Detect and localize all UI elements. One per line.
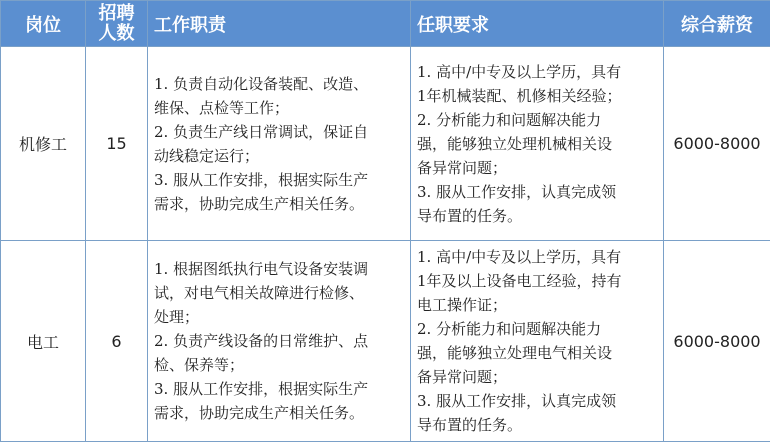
header-position: 岗位	[1, 1, 86, 47]
position-cell: 电工	[1, 241, 86, 442]
requirement-line: 备异常问题；	[417, 365, 657, 389]
requirement-line: 1. 高中/中专及以上学历，具有	[417, 60, 657, 84]
requirement-line: 导布置的任务。	[417, 204, 657, 228]
count-cell: 15	[86, 47, 148, 241]
requirement-line: 1. 高中/中专及以上学历，具有	[417, 245, 657, 269]
requirement-line: 电工操作证；	[417, 293, 657, 317]
header-salary: 综合薪资	[664, 1, 770, 47]
duty-line: 动线稳定运行；	[154, 144, 404, 168]
requirement-line: 强，能够独立处理电气相关设	[417, 341, 657, 365]
requirement-line: 2. 分析能力和问题解决能力	[417, 108, 657, 132]
duty-line: 检、保养等；	[154, 353, 404, 377]
salary-cell: 6000-8000	[664, 241, 770, 442]
requirement-line: 3. 服从工作安排，认真完成领	[417, 180, 657, 204]
requirement-line: 强，能够独立处理机械相关设	[417, 132, 657, 156]
duty-line: 1. 根据图纸执行电气设备安装调	[154, 257, 404, 281]
duty-line: 1. 负责自动化设备装配、改造、	[154, 72, 404, 96]
count-cell: 6	[86, 241, 148, 442]
requirement-line: 导布置的任务。	[417, 413, 657, 437]
duty-line: 需求，协助完成生产相关任务。	[154, 192, 404, 216]
duty-line: 2. 负责生产线日常调试，保证自	[154, 120, 404, 144]
requirement-line: 2. 分析能力和问题解决能力	[417, 317, 657, 341]
duties-cell	[148, 241, 411, 442]
duty-line: 2. 负责产线设备的日常维护、点	[154, 329, 404, 353]
header-count-line1: 招聘	[86, 4, 147, 24]
requirements-cell	[411, 47, 664, 241]
header-row	[1, 1, 770, 47]
header-duties: 工作职责	[148, 1, 411, 47]
header-count	[86, 1, 148, 47]
duties-cell	[148, 47, 411, 241]
duty-line: 3. 服从工作安排，根据实际生产	[154, 377, 404, 401]
requirement-line: 备异常问题；	[417, 156, 657, 180]
duty-line: 3. 服从工作安排，根据实际生产	[154, 168, 404, 192]
salary-cell: 6000-8000	[664, 47, 770, 241]
header-requirements: 任职要求	[411, 1, 664, 47]
header-count-line2: 人数	[86, 24, 147, 44]
duty-line: 处理；	[154, 305, 404, 329]
requirement-line: 1年及以上设备电工经验，持有	[417, 269, 657, 293]
position-cell: 机修工	[1, 47, 86, 241]
requirement-line: 3. 服从工作安排，认真完成领	[417, 389, 657, 413]
requirements-cell	[411, 241, 664, 442]
duty-line: 维保、点检等工作；	[154, 96, 404, 120]
duty-line: 试，对电气相关故障进行检修、	[154, 281, 404, 305]
table-row	[1, 47, 770, 241]
table-row	[1, 241, 770, 442]
duty-line: 需求，协助完成生产相关任务。	[154, 401, 404, 425]
requirement-line: 1年机械装配、机修相关经验；	[417, 84, 657, 108]
